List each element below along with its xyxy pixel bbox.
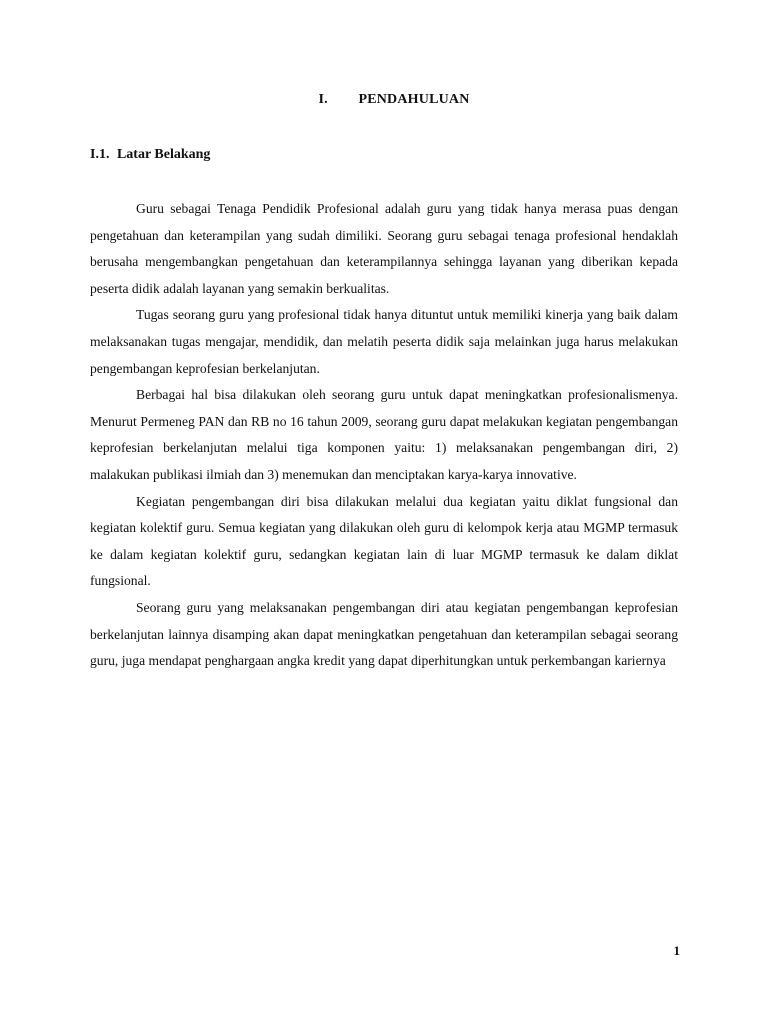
paragraph-5: Seorang guru yang melaksanakan pengembangan diri atau kegiatan pengembangan keprofesian berkelanjutan lainnya disamping akan dapat meningkatkan pengetahuan dan keterampilan sebagai seorang guru, juga mendapat penghargaan angka kredit yang dapat diperhitungkan untuk perkembangan kariernya bbox=[90, 599, 678, 669]
section-title: Latar Belakang bbox=[116, 147, 211, 162]
section-heading bbox=[90, 147, 210, 163]
chapter-heading bbox=[0, 92, 768, 108]
section-number: I.1. bbox=[90, 147, 110, 162]
body-text bbox=[90, 196, 678, 675]
page-number: 1 bbox=[673, 943, 680, 958]
chapter-title: PENDAHULUAN bbox=[358, 92, 470, 107]
paragraph-3: Berbagai hal bisa dilakukan oleh seorang guru untuk dapat meningkatkan profesionalismenya. Menurut Permeneg PAN dan RB no 16 tahun 2009, seorang guru dapat melakukan kegiatan pengembangan keprofesian berkelanjutan melalui tiga komponen yaitu: 1) melaksanakan pengembangan diri, 2) malakukan publikasi ilmiah dan 3) menemukan dan menciptakan karya-karya innovative. bbox=[90, 387, 678, 482]
paragraph-1: Guru sebagai Tenaga Pendidik Profesional adalah guru yang tidak hanya merasa puas dengan pengetahuan dan keterampilan yang sudah dimiliki. Seorang guru sebagai tenaga profesional hendaklah berusaha mengembangkan pengetahuan dan keterampilannya sehingga layanan yang diberikan kepada peserta didik adalah layanan yang semakin berkualitas. bbox=[90, 201, 678, 296]
chapter-number: I. bbox=[318, 92, 328, 107]
paragraph-4: Kegiatan pengembangan diri bisa dilakukan melalui dua kegiatan yaitu diklat fungsional dan kegiatan kolektif guru. Semua kegiatan yang dilakukan oleh guru di kelompok kerja atau MGMP termasuk ke dalam kegiatan kolektif guru, sedangkan kegiatan lain di luar MGMP termasuk ke dalam diklat fungsional. bbox=[90, 493, 678, 589]
paragraph-2: Tugas seorang guru yang profesional tidak hanya dituntut untuk memiliki kinerja yang baik dalam melaksanakan tugas mengajar, mendidik, dan melatih peserta didik saja melainkan juga harus melakukan pengembangan keprofesian berkelanjutan. bbox=[90, 307, 678, 376]
